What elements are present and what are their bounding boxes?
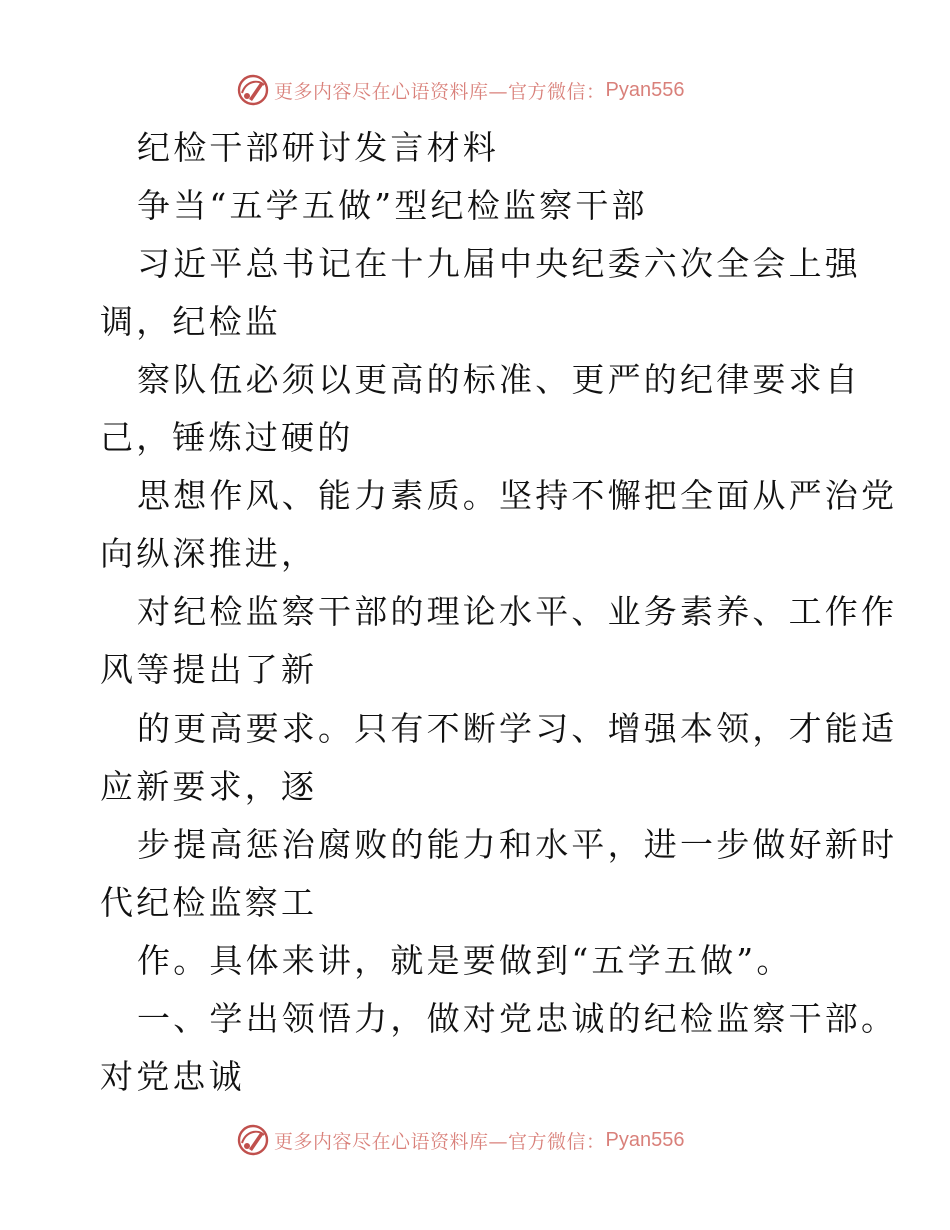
body-line: 对党忠诚 xyxy=(100,1057,245,1096)
watermark-text: 更多内容尽在心语资料库—官方微信： xyxy=(274,80,606,103)
body-line: 风等提出了新 xyxy=(100,650,318,689)
body-line: 对纪检监察干部的理论水平、业务素养、工作作 xyxy=(137,592,898,631)
body-line: 代纪检监察工 xyxy=(100,883,318,922)
body-line: 习近平总书记在十九届中央纪委六次全会上强 xyxy=(137,244,861,283)
watermark-text: 更多内容尽在心语资料库—官方微信： xyxy=(274,1130,606,1153)
body-line: 的更高要求。只有不断学习、增强本领，才能适 xyxy=(137,709,898,748)
body-line: 作。具体来讲，就是要做到“五学五做”。 xyxy=(137,941,793,980)
body-line: 向纵深推进， xyxy=(100,534,318,573)
pen-logo-icon xyxy=(236,73,270,107)
watermark-wechat-id: Pyan556 xyxy=(605,1128,685,1151)
header-watermark xyxy=(236,73,684,107)
body-line: 步提高惩治腐败的能力和水平，进一步做好新时 xyxy=(137,825,898,864)
doc-title: 纪检干部研讨发言材料 xyxy=(137,128,499,167)
doc-subtitle: 争当“五学五做”型纪检监察干部 xyxy=(137,186,648,225)
footer-watermark xyxy=(236,1123,684,1157)
watermark-wechat-id: Pyan556 xyxy=(605,78,685,101)
body-line: 己，锤炼过硬的 xyxy=(100,418,354,457)
body-line: 应新要求，逐 xyxy=(100,767,318,806)
section-heading: 一、学出领悟力，做对党忠诚的纪检监察干部。 xyxy=(137,999,898,1038)
body-line: 思想作风、能力素质。坚持不懈把全面从严治党 xyxy=(137,476,898,515)
pen-logo-icon xyxy=(236,1123,270,1157)
body-line: 察队伍必须以更高的标准、更严的纪律要求自 xyxy=(137,360,861,399)
body-line: 调，纪检监 xyxy=(100,302,281,341)
